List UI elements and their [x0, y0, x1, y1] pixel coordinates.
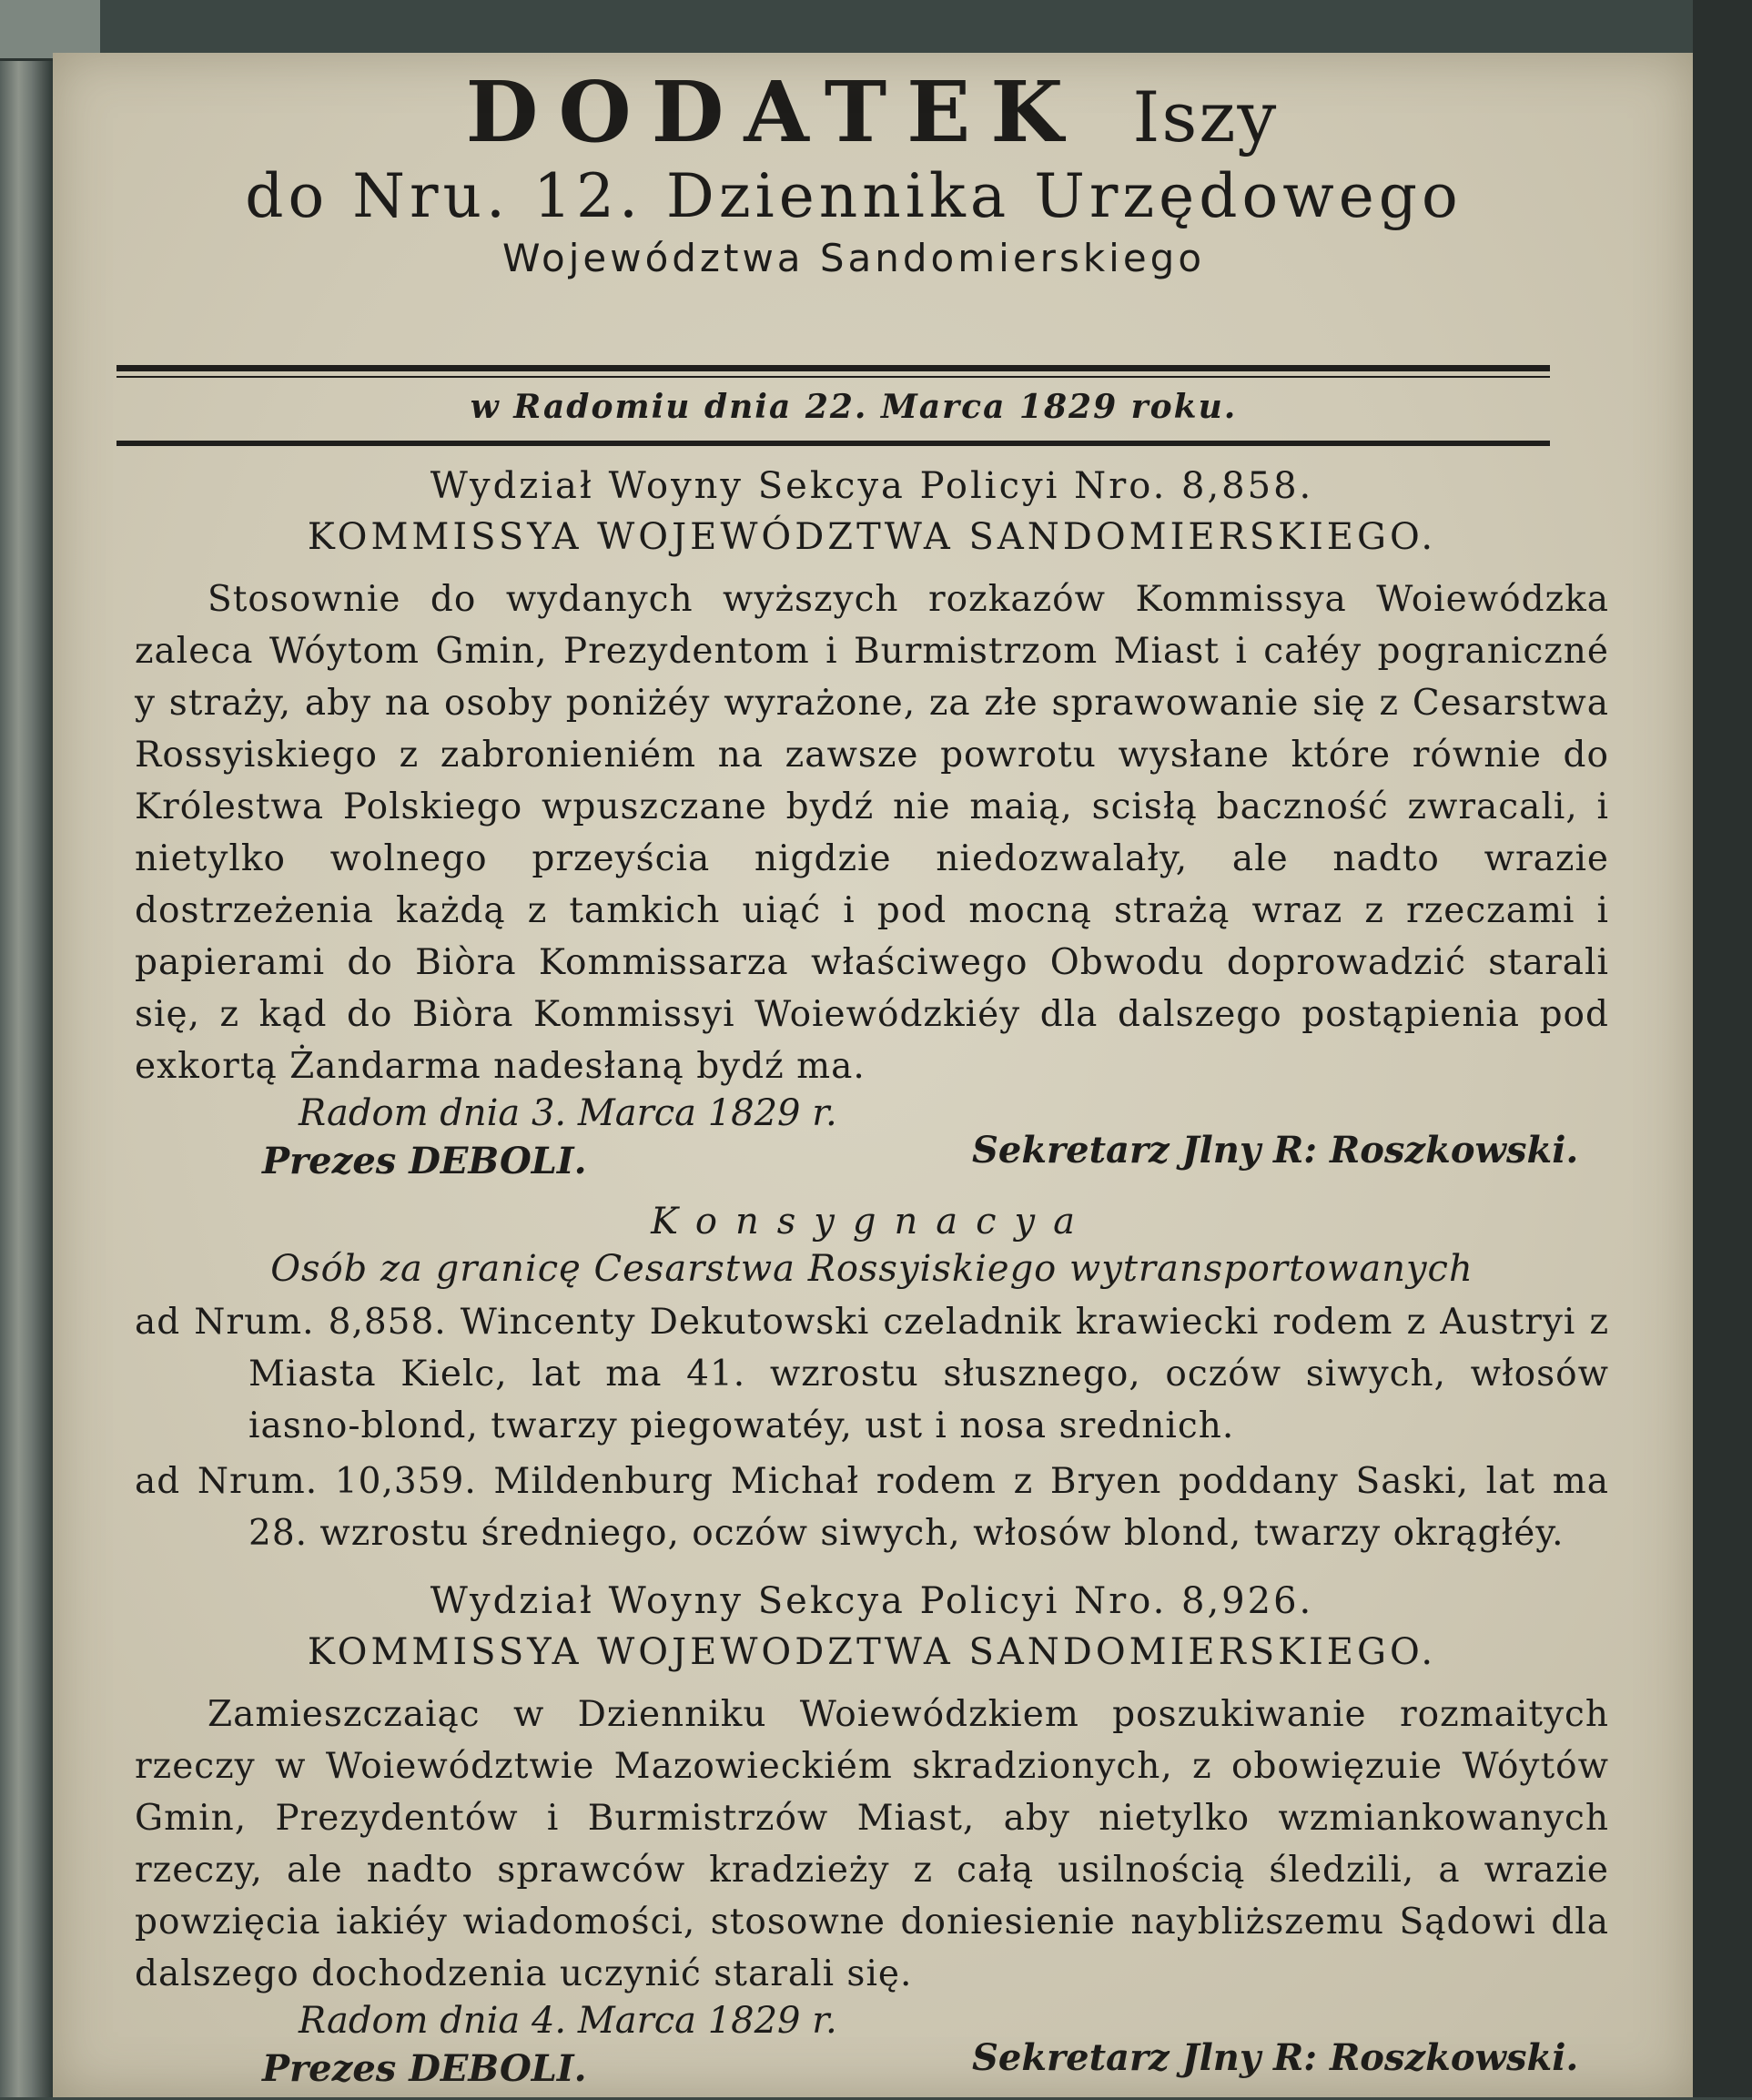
title-ordinal: Iszy: [1132, 76, 1279, 157]
consignation-heading: Konsygnacya: [651, 1201, 1093, 1243]
commission-heading-1: KOMMISSYA WOJEWÓDZTWA SANDOMIERSKIEGO.: [307, 516, 1437, 558]
section-spacer: [135, 1559, 1609, 1578]
department-heading-1: Wydział Woyny Sekcya Policyi Nro. 8,858.: [430, 465, 1314, 507]
sign-date-2: Radom dnia 4. Marca 1829 r.: [299, 2000, 837, 2042]
secretary-signature-1: Sekretarz Jlny R: Roszkowski.: [972, 1129, 1579, 1172]
header-rule-top: [116, 365, 1550, 371]
consignation-entry: ad Nrum. 10,359. Mildenburg Michał rodem z Bryen poddany Saski, lat ma 28. wzrostu średniego, oczów siwych, włosów blond, twarzy okrągłéy.: [135, 1461, 1609, 1554]
scan-right-edge: [1693, 0, 1752, 2097]
scan-edge-tab: [0, 0, 100, 61]
document-subtitle: do Nru. 12. Dziennika Urzędowego: [245, 161, 1463, 232]
commission-heading-2: KOMMISSYA WOJEWODZTWA SANDOMIERSKIEGO.: [307, 1631, 1437, 1673]
document-title: [244, 63, 1500, 161]
signature-block-1: [135, 1092, 1609, 1192]
scan-left-edge: [0, 0, 53, 2097]
consignation-subheading: Osób za granicę Cesarstwa Rossyiskiego wytransportowanych: [270, 1248, 1474, 1290]
consignation-entry: ad Nrum. 8,858. Wincenty Dekutowski czeladnik krawiecki rodem z Austryi z Miasta Kielc, lat ma 41. wzrostu słusznego, oczów siwych, włosów iasno-blond, twarzy piegowatéy, ust i nosa srednich.: [135, 1302, 1609, 1446]
document-body: [135, 462, 1609, 2100]
header-rule-bottom: [116, 441, 1550, 446]
province-name: Województwa Sandomierskiego: [501, 236, 1206, 281]
signature-block-2: [135, 2000, 1609, 2100]
secretary-signature-2: Sekretarz Jlny R: Roszkowski.: [972, 2036, 1579, 2079]
president-signature-2: Prezes DEBOLI.: [262, 2047, 587, 2090]
issue-date: w Radomiu dnia 22. Marca 1829 roku.: [470, 388, 1238, 426]
president-signature-1: Prezes DEBOLI.: [262, 1140, 587, 1182]
header-rule-top-thin: [116, 376, 1550, 378]
notice-body-2: Zamieszczaiąc w Dzienniku Woiewódzkiem poszukiwanie rozmaitych rzeczy w Woiewództwie Mazowieckiém skradzionych, z obowięzuie Wóytów Gmin, Prezydentów i Burmistrzów Miast, aby nietylko wzmiankowanych rzeczy, ale nadto sprawców kradzieży z całą usilnością śledzili, a wrazie powzięcia iakiéy wiadomości, stosowne doniesienie naybliższemu Sądowi dla dalszego dochodzenia uczynić starali się.: [135, 1694, 1609, 1994]
department-heading-2: Wydział Woyny Sekcya Policyi Nro. 8,926.: [430, 1580, 1314, 1622]
notice-body-1: Stosownie do wydanych wyższych rozkazów Kommissya Woiewódzka zaleca Wóytom Gmin, Prezydentom i Burmistrzom Miast i całéy pograniczné y straży, aby na osoby poniżéy wyrażone, za złe sprawowanie się z Cesarstwa Rossyiskiego z zabronieniém na zawsze powrotu wysłane które równie do Królestwa Polskiego wpuszczane bydź nie maią, scisłą baczność zwracali, i nietylko wolnego przeyścia nigdzie niedozwalały, ale nadto wrazie dostrzeżenia każdą z tamkich uiąć i pod mocną strażą wraz z rzeczami i papierami do Biòra Kommissarza właściwego Obwodu doprowadzić starali się, z kąd do Biòra Kommissyi Woiewódzkiéy dla dalszego postąpienia pod exkortą Żandarma nadesłaną bydź ma.: [135, 579, 1609, 1087]
document-page: [53, 53, 1693, 2097]
title-text: DODATEK: [465, 63, 1084, 161]
sign-date-1: Radom dnia 3. Marca 1829 r.: [299, 1092, 837, 1134]
masthead: [208, 63, 1500, 281]
